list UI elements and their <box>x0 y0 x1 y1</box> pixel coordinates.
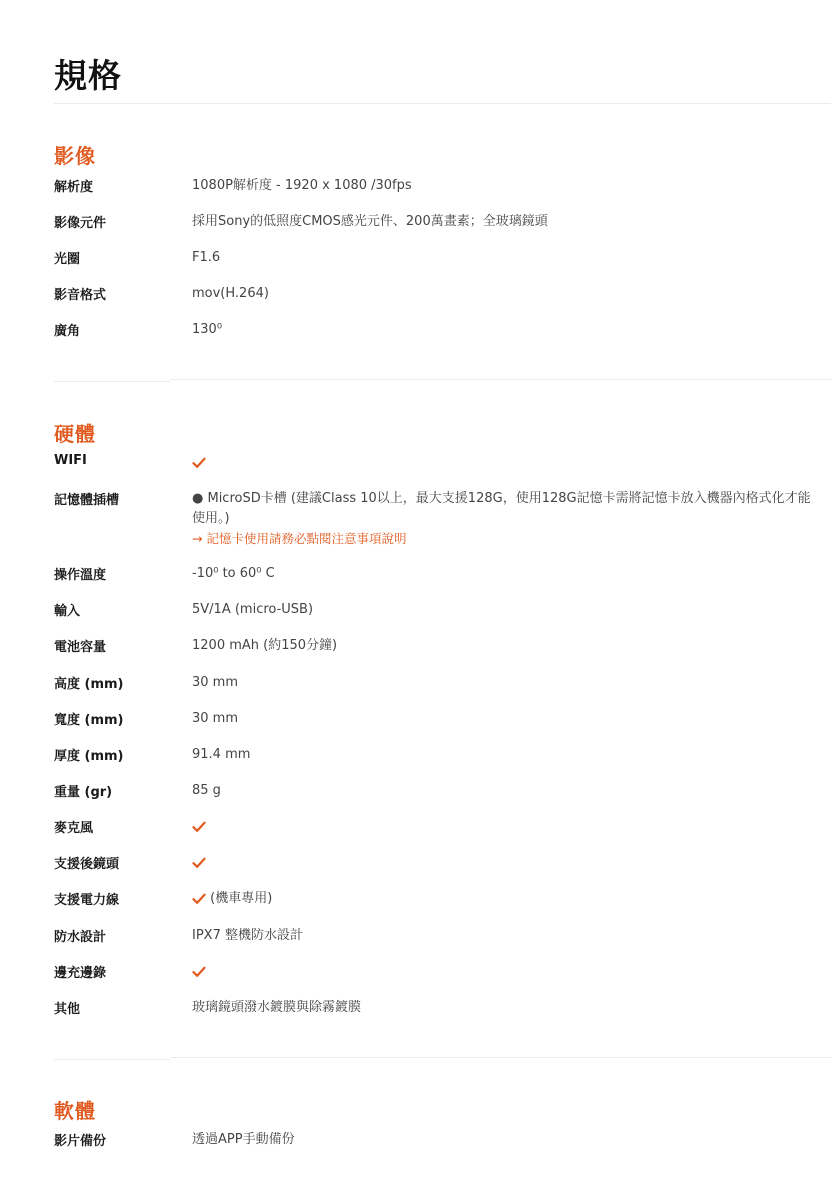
spec-value: 85 g <box>192 783 221 798</box>
spec-label: 廣角 <box>54 324 81 339</box>
spec-value <box>192 489 812 549</box>
spec-value: 1080P解析度 - 1920 x 1080 /30fps <box>192 178 412 193</box>
spec-label: 高度 (mm) <box>54 677 124 692</box>
spec-label: 影片備份 <box>54 1134 107 1149</box>
spec-label: 其他 <box>54 1002 81 1017</box>
spec-value: 玻璃鏡頭潑水鍍膜與除霧鍍膜 <box>192 1000 362 1015</box>
spec-label: 記憶體插槽 <box>54 493 120 508</box>
spec-label: 厚度 (mm) <box>54 749 124 764</box>
memory-slot-text: ● MicroSD卡槽 (建議Class 10以上，最大支援128G，使用128G記憶卡需將記憶卡放入機器內格式化才能使用。) <box>192 491 811 526</box>
checkmark-icon <box>192 821 206 833</box>
spec-label: WIFI <box>54 453 87 468</box>
page-title: 規格 <box>54 56 122 95</box>
spec-label: 影像元件 <box>54 216 107 231</box>
checkmark-icon <box>192 893 206 905</box>
spec-value: 5V/1A (micro-USB) <box>192 602 314 617</box>
spec-value: 30 mm <box>192 675 239 690</box>
spec-label: 電池容量 <box>54 640 107 655</box>
checkmark-icon <box>192 966 206 978</box>
spec-label: 支援電力線 <box>54 893 120 908</box>
spec-label: 光圈 <box>54 252 81 267</box>
spec-value: 1200 mAh (約150分鐘) <box>192 638 338 653</box>
spec-value: 130⁰ <box>192 322 223 337</box>
spec-label: 解析度 <box>54 180 94 195</box>
spec-value <box>192 853 812 873</box>
spec-label: 麥克風 <box>54 821 94 836</box>
spec-label: 重量 (gr) <box>54 785 113 800</box>
section-title-software: 軟體 <box>54 1099 96 1123</box>
section-divider <box>54 1059 170 1060</box>
spec-label: 支援後鏡頭 <box>54 857 120 872</box>
spec-value: F1.6 <box>192 250 221 265</box>
spec-label: 寬度 (mm) <box>54 713 124 728</box>
memory-card-note-link[interactable]: → 記憶卡使用請務必點閱注意事項說明 <box>192 531 407 546</box>
spec-value: mov(H.264) <box>192 286 269 301</box>
section-divider <box>54 381 170 382</box>
spec-value <box>192 453 812 473</box>
spec-label: 操作溫度 <box>54 568 107 583</box>
checkmark-icon <box>192 457 206 469</box>
spec-value: IPX7 整機防水設計 <box>192 928 303 943</box>
section-title-hardware: 硬體 <box>54 422 96 446</box>
section-divider <box>170 379 831 380</box>
spec-label: 輸入 <box>54 604 81 619</box>
spec-value: 91.4 mm <box>192 747 251 762</box>
spec-label: 防水設計 <box>54 930 107 945</box>
section-title-image: 影像 <box>54 144 96 168</box>
spec-label: 影音格式 <box>54 288 107 303</box>
spec-value: 30 mm <box>192 711 239 726</box>
spec-value: -10⁰ to 60⁰ C <box>192 566 275 581</box>
spec-label: 邊充邊錄 <box>54 966 107 981</box>
spec-value <box>192 962 812 982</box>
section-divider <box>170 1057 831 1058</box>
spec-value: 透過APP手動備份 <box>192 1132 295 1147</box>
power-cable-note: (機車專用) <box>210 891 273 906</box>
spec-value: 採用Sony的低照度CMOS感光元件、200萬畫素；全玻璃鏡頭 <box>192 214 548 229</box>
spec-value <box>192 889 812 909</box>
spec-value <box>192 817 812 837</box>
title-divider <box>54 103 831 104</box>
checkmark-icon <box>192 857 206 869</box>
